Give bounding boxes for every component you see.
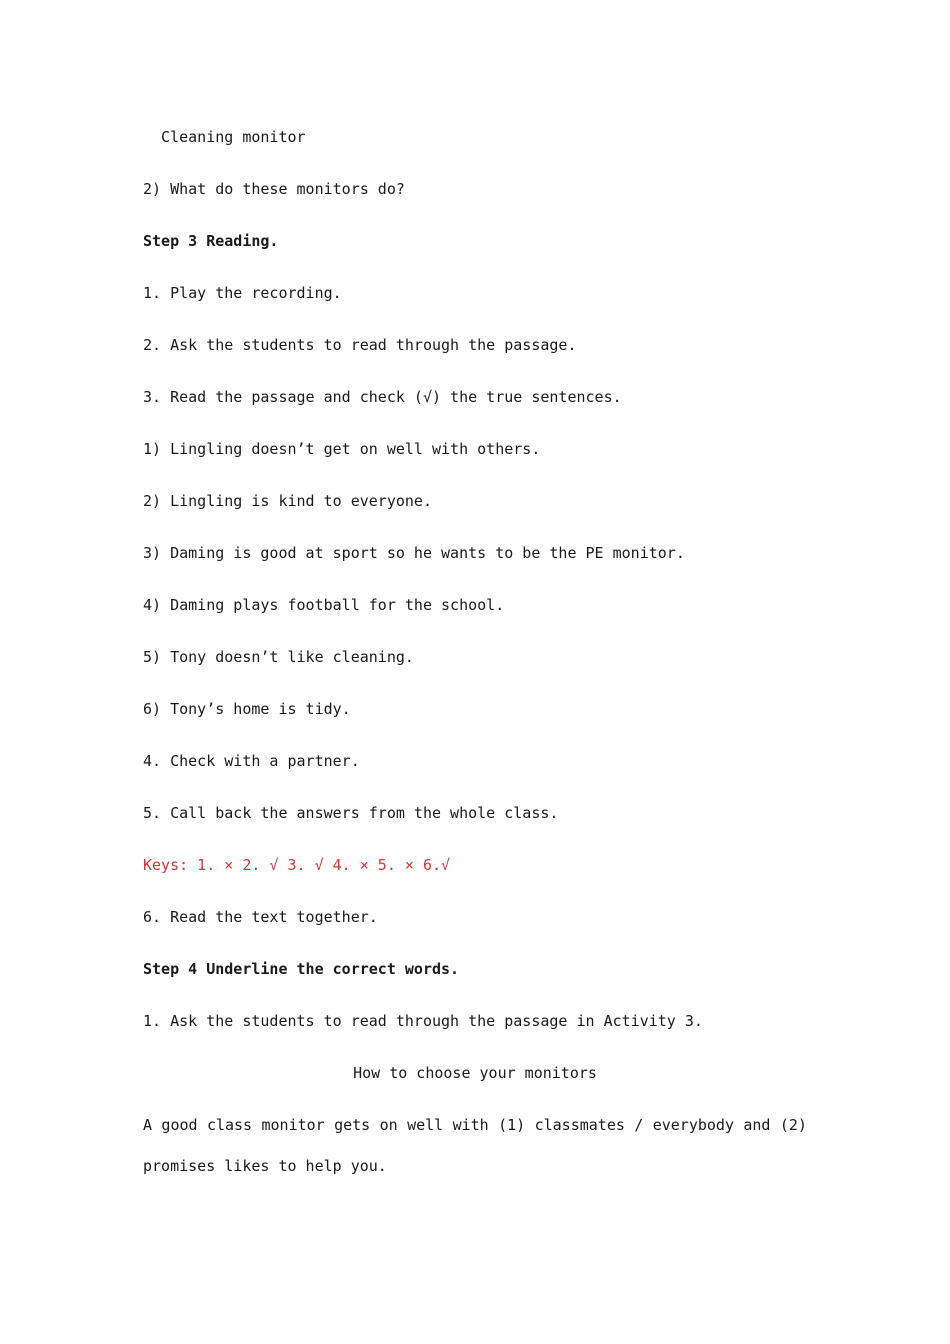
question-line: 2) What do these monitors do? — [143, 180, 405, 198]
passage-line: promises likes to help you. — [143, 1157, 387, 1175]
instruction-line: 1. Play the recording. — [143, 284, 342, 302]
statement-line: 4) Daming plays football for the school. — [143, 596, 505, 614]
step-3-heading: Step 3 Reading. — [143, 232, 279, 250]
word: (1) — [498, 1116, 526, 1134]
statement-line: 5) Tony doesn’t like cleaning. — [143, 648, 414, 666]
instruction-line: 5. Call back the answers from the whole class. — [143, 804, 559, 822]
word: good — [161, 1116, 198, 1134]
word: / — [634, 1116, 644, 1134]
word: well — [407, 1116, 444, 1134]
instruction-line: 2. Ask the students to read through the passage. — [143, 336, 577, 354]
instruction-line: 3. Read the passage and check (√) the true sentences. — [143, 388, 622, 406]
word: with — [452, 1116, 489, 1134]
word: classmates — [534, 1116, 625, 1134]
instruction-line: 4. Check with a partner. — [143, 752, 360, 770]
word: gets — [334, 1116, 371, 1134]
instruction-line: 6. Read the text together. — [143, 908, 378, 926]
answer-keys: Keys: 1. × 2. √ 3. √ 4. × 5. × 6.√ — [143, 856, 451, 874]
statement-line: 1) Lingling doesn’t get on well with others. — [143, 440, 541, 458]
word: class — [206, 1116, 253, 1134]
word: on — [379, 1116, 398, 1134]
step-4-heading: Step 4 Underline the correct words. — [143, 960, 460, 978]
statement-line: 6) Tony’s home is tidy. — [143, 700, 351, 718]
word: and — [743, 1116, 771, 1134]
statement-line: 3) Daming is good at sport so he wants to be the PE monitor. — [143, 544, 685, 562]
instruction-line: 1. Ask the students to read through the passage in Activity 3. — [143, 1012, 703, 1030]
passage-line-justified — [143, 1115, 807, 1135]
word: monitor — [261, 1116, 325, 1134]
word: (2) — [779, 1116, 807, 1134]
passage-title: How to choose your monitors — [353, 1064, 597, 1082]
role-item-cleaning-monitor: Cleaning monitor — [143, 128, 306, 146]
word: A — [143, 1116, 153, 1134]
statement-line: 2) Lingling is kind to everyone. — [143, 492, 432, 510]
word: everybody — [652, 1116, 734, 1134]
